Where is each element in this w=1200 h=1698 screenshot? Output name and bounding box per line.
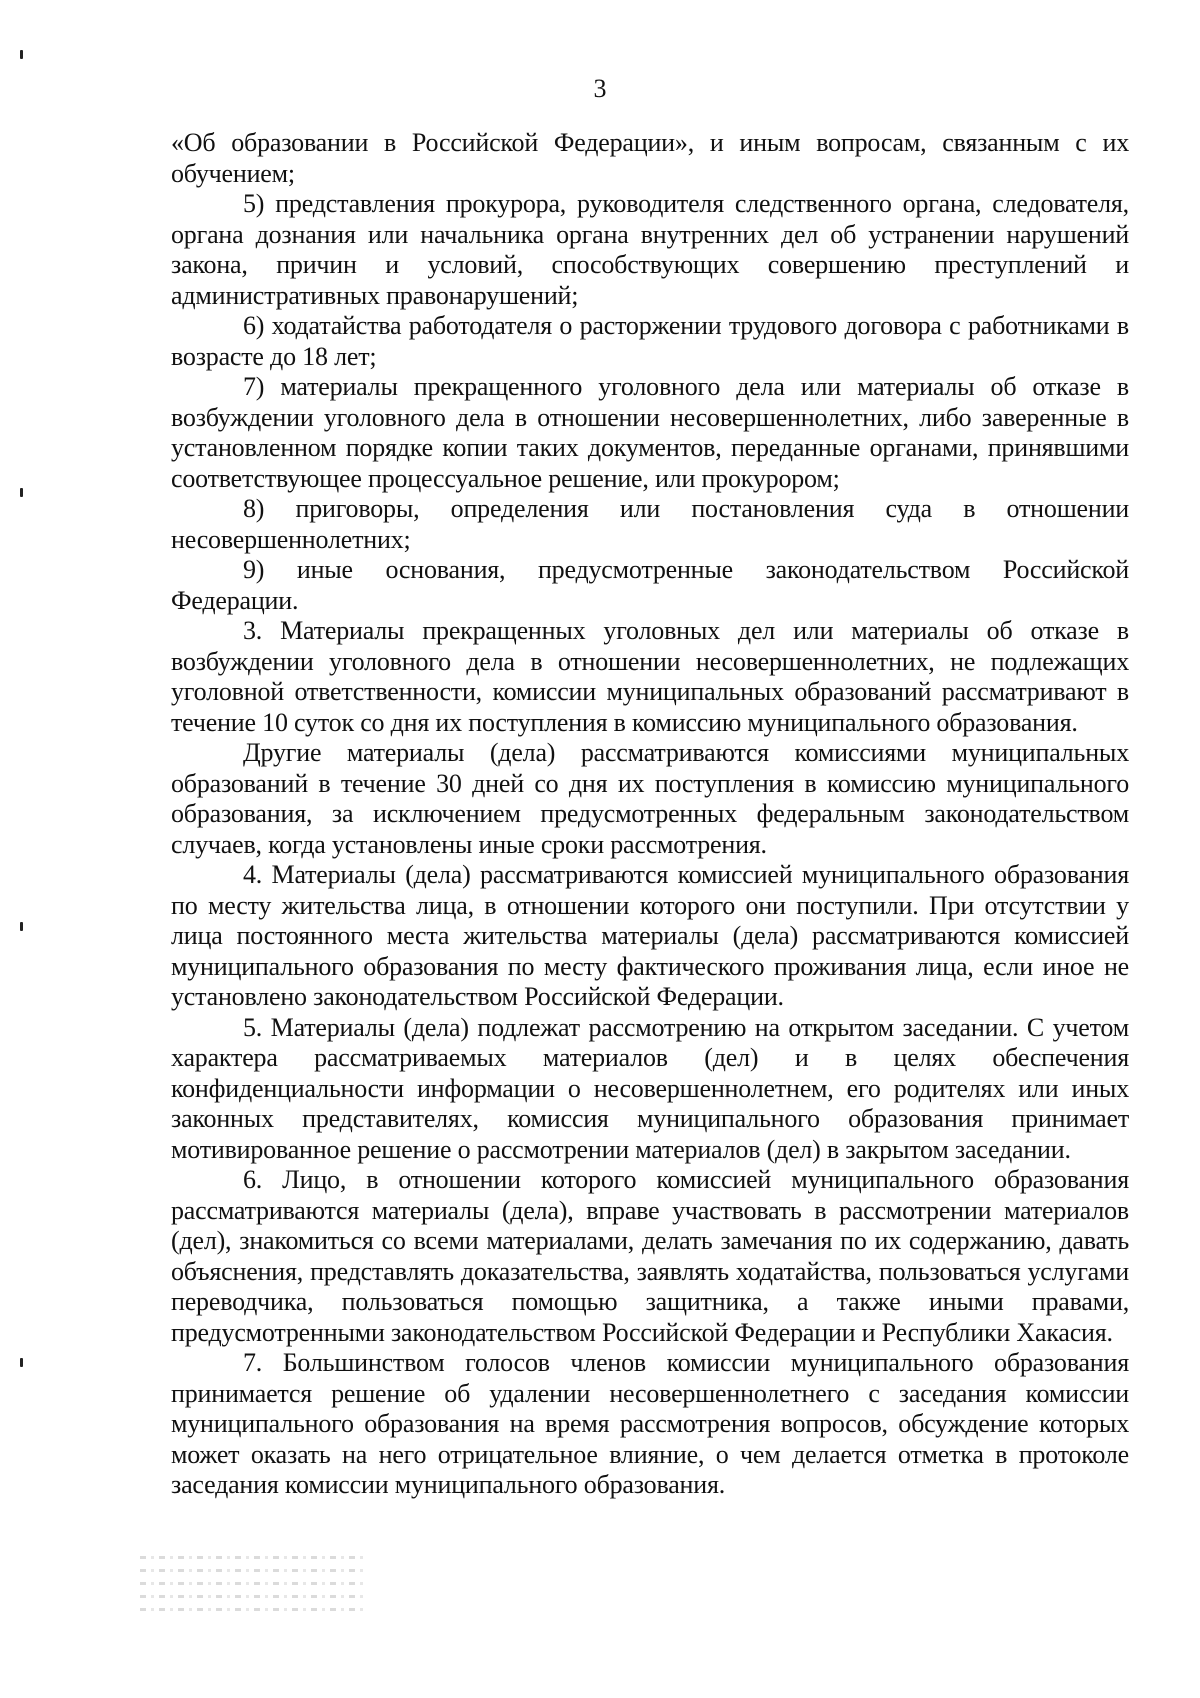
list-item-5: 5) представления прокурора, руководителя следственного органа, следователя, органа дознания или начальника органа внутренних дел об устранении нарушений закона, причин и условий, способствующих совершению преступлений и административных правонарушений; <box>171 189 1129 310</box>
clause-6: 6. Лицо, в отношении которого комиссией муниципального образования рассматриваются материалы (дела), вправе участвовать в рассмотрении материалов (дел), знакомиться со всеми материалами, делать замечания по их содержанию, давать объяснения, представлять доказательства, заявлять ходатайства, пользоваться услугами переводчика, пользоваться помощью защитника, а также иными правами, предусмотренными законодательством Российской Федерации и Республики Хакасия. <box>171 1165 1129 1347</box>
clause-4: 4. Материалы (дела) рассматриваются комиссией муниципального образования по месту жительства лица, в отношении которого они поступили. При отсутствии у лица постоянного места жительства материалы (дела) рассматриваются комиссией муниципального образования по месту фактического проживания лица, если иное не установлено законодательством Российской Федерации. <box>171 860 1129 1011</box>
faded-stamp <box>140 1556 365 1666</box>
clause-3-continued: Другие материалы (дела) рассматриваются комиссиями муниципальных образований в течение 30 дней со дня их поступления в комиссию муниципального образования, за исключением предусмотренных федеральным законодательством случаев, когда установлены иные сроки рассмотрения. <box>171 738 1129 859</box>
margin-mark <box>20 922 23 931</box>
clause-3: 3. Материалы прекращенных уголовных дел или материалы об отказе в возбуждении уголовного дела в отношении несовершеннолетних, не подлежащих уголовной ответственности, комиссии муниципальных образований рассматривают в течение 10 суток со дня их поступления в комиссию муниципального образования. <box>171 616 1129 737</box>
clause-7: 7. Большинством голосов членов комиссии муниципального образования принимается решение об удалении несовершеннолетнего с заседания комиссии муниципального образования на время рассмотрения вопросов, обсуждение которых может оказать на него отрицательное влияние, о чем делается отметка в протоколе заседания комиссии муниципального образования. <box>171 1348 1129 1499</box>
list-item-8: 8) приговоры, определения или постановления суда в отношении несовершеннолетних; <box>171 494 1129 554</box>
page-number: 3 <box>593 74 607 103</box>
list-item-6: 6) ходатайства работодателя о расторжении трудового договора с работниками в возрасте до 18 лет; <box>171 311 1129 371</box>
margin-mark <box>20 488 23 497</box>
list-item-7: 7) материалы прекращенного уголовного дела или материалы об отказе в возбуждении уголовного дела в отношении несовершеннолетних, либо заверенные в установленном порядке копии таких документов, переданные органами, принявшими соответствующее процессуальное решение, или прокурором; <box>171 372 1129 493</box>
document-body <box>171 128 1129 1501</box>
margin-mark <box>20 1358 23 1367</box>
clause-5: 5. Материалы (дела) подлежат рассмотрению на открытом заседании. С учетом характера рассматриваемых материалов (дел) и в целях обеспечения конфиденциальности информации о несовершеннолетнем, его родителях или иных законных представителях, комиссия муниципального образования принимает мотивированное решение о рассмотрении материалов (дел) в закрытом заседании. <box>171 1012 1129 1164</box>
paragraph-continuation: «Об образовании в Российской Федерации», и иным вопросам, связанным с их обучением; <box>171 128 1129 188</box>
margin-mark <box>20 50 23 59</box>
list-item-9: 9) иные основания, предусмотренные законодательством Российской Федерации. <box>171 555 1129 615</box>
